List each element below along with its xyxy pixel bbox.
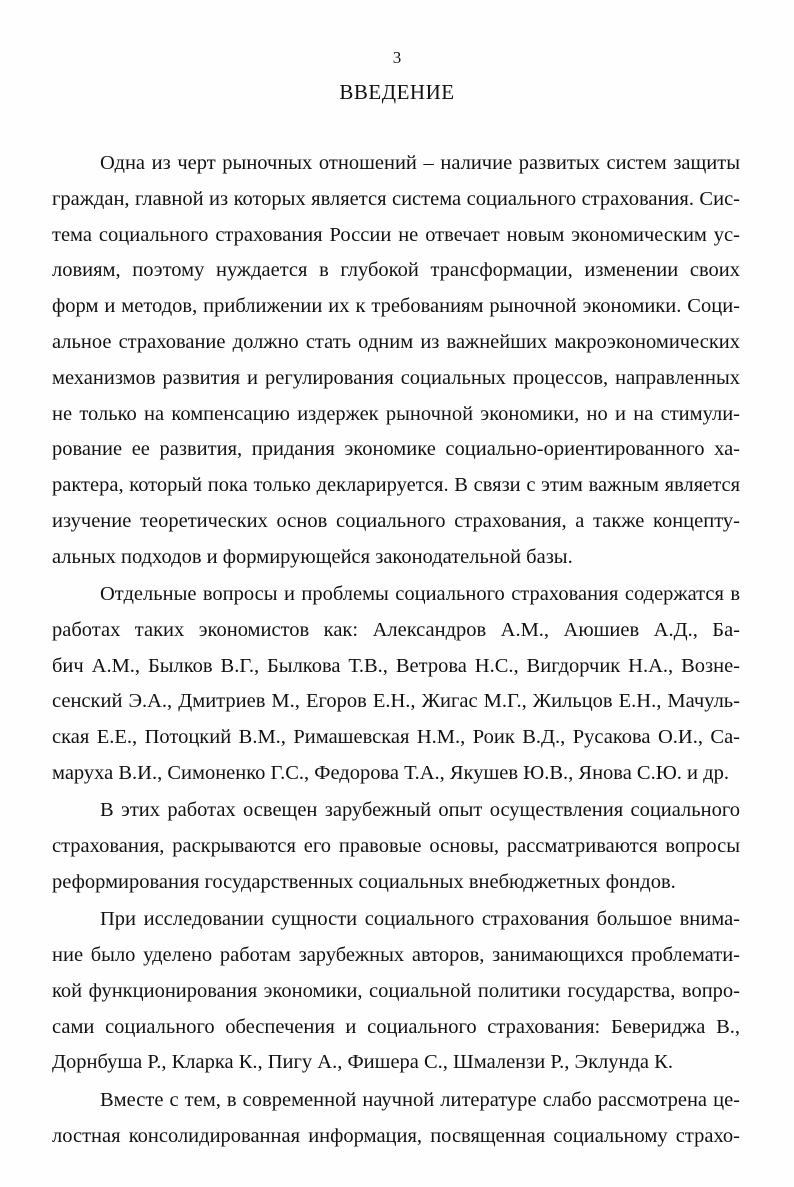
paragraph: [52, 1083, 740, 1155]
text-line: При исследовании сущности социального страхования большое внима-: [100, 908, 740, 931]
paragraph: [52, 577, 740, 792]
text-line: лостная консолидированная информация, посвященная социальному страхо-: [52, 1124, 740, 1147]
text-line: граждан, главной из которых является система социального страхования. Сис-: [52, 187, 740, 210]
text-line: ние было уделено работам зарубежных авторов, занимающихся проблемати-: [52, 944, 740, 967]
text-line: не только на компенсацию издержек рыночной экономики, но и на стимули-: [52, 402, 740, 425]
text-line: Дорнбуша Р., Кларка К., Пигу А., Фишера С., Шмалензи Р., Эклунда К.: [52, 1051, 673, 1074]
text-line: ловиям, поэтому нуждается в глубокой трансформации, изменении своих: [52, 259, 740, 282]
paragraph: [52, 146, 740, 576]
section-title: ВВЕДЕНИЕ: [339, 80, 455, 104]
text-line: В этих работах освещен зарубежный опыт осуществления социального: [100, 799, 740, 822]
text-line: маруха В.И., Симоненко Г.С., Федорова Т.А., Якушев Ю.В., Янова С.Ю. и др.: [52, 762, 729, 785]
text-line: альных подходов и формирующейся законодательной базы.: [52, 545, 573, 568]
text-line: страхования, раскрываются его правовые основы, рассматриваются вопросы: [52, 835, 740, 858]
text-line: работах таких экономистов как: Александров А.М., Аюшиев А.Д., Ба-: [52, 618, 740, 641]
text-line: бич А.М., Былков В.Г., Былкова Т.В., Ветрова Н.С., Вигдорчик Н.А., Возне-: [52, 654, 740, 677]
page-number: 3: [392, 48, 402, 67]
text-line: Вместе с тем, в современной научной литературе слабо рассмотрена це-: [100, 1088, 740, 1111]
text-line: форм и методов, приближении их к требованиям рыночной экономики. Соци-: [52, 295, 740, 318]
text-line: ская Е.Е., Потоцкий В.М., Римашевская Н.М., Роик В.Д., Русакова О.И., Са-: [52, 726, 740, 749]
text-line: тема социального страхования России не отвечает новым экономическим ус-: [52, 223, 740, 246]
text-line: реформирования государственных социальных внебюджетных фондов.: [52, 870, 676, 893]
text-line: Одна из черт рыночных отношений – наличие развитых систем защиты: [100, 152, 740, 174]
paragraph: [52, 902, 740, 1081]
text-line: механизмов развития и регулирования социальных процессов, направленных: [52, 366, 740, 389]
text-line: рактера, который пока только декларируется. В связи с этим важным является: [52, 474, 740, 497]
text-line: Отдельные вопросы и проблемы социального страхования содержатся в: [100, 583, 740, 606]
text-line: рование ее развития, придания экономике социально-ориентированного ха-: [52, 438, 740, 461]
text-line: сами социального обеспечения и социального страхования: Бевериджа В.,: [52, 1015, 740, 1038]
text-line: альное страхование должно стать одним из важнейших макроэкономических: [52, 330, 740, 353]
text-line: изучение теоретических основ социального страхования, а также концепту-: [52, 509, 740, 532]
text-line: кой функционирования экономики, социальной политики государства, вопро-: [52, 979, 740, 1002]
paragraph: [52, 793, 740, 900]
body-text: [52, 146, 740, 1154]
text-line: сенский Э.А., Дмитриев М., Егоров Е.Н., Жигас М.Г., Жильцов Е.Н., Мачуль-: [52, 690, 740, 713]
